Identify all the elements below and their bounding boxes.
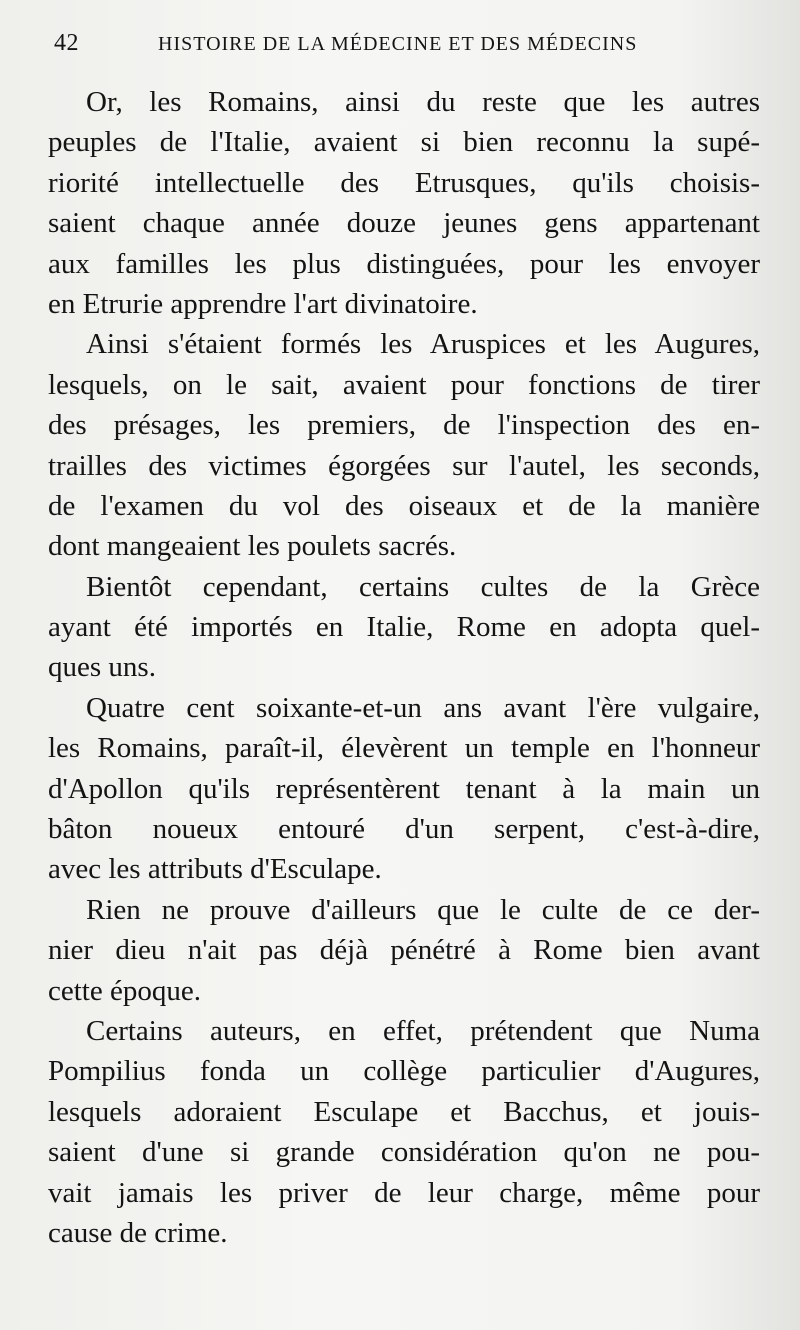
text-line: dont mangeaient les poulets sacrés. (48, 530, 457, 563)
text-line: saient chaque année douze jeunes gens appartenant (48, 207, 760, 240)
text-line: trailles des victimes égorgées sur l'autel, les seconds, (48, 449, 760, 482)
text-line: ques uns. (48, 651, 156, 684)
paragraph (48, 82, 760, 324)
body-text (48, 82, 760, 1253)
text-line: vait jamais les priver de leur charge, même pour (48, 1176, 760, 1209)
text-line: lesquels adoraient Esculape et Bacchus, et jouis- (48, 1095, 760, 1128)
page-header (54, 30, 770, 57)
text-line: bâton noueux entouré d'un serpent, c'est-à-dire, (48, 813, 760, 846)
text-line: d'Apollon qu'ils représentèrent tenant à la main un (48, 772, 760, 805)
text-line: Quatre cent soixante-et-un ans avant l'ère vulgaire, (86, 691, 760, 724)
paragraph (48, 324, 760, 566)
text-line: aux familles les plus distinguées, pour les envoyer (48, 247, 760, 280)
text-line: les Romains, paraît-il, élevèrent un temple en l'honneur (48, 732, 760, 765)
page-number: 42 (54, 30, 79, 56)
paragraph (48, 688, 760, 890)
text-line: en Etrurie apprendre l'art divinatoire. (48, 287, 478, 320)
text-line: avec les attributs d'Esculape. (48, 853, 382, 886)
text-line: Bientôt cependant, certains cultes de la Grèce (86, 570, 760, 603)
text-line: Rien ne prouve d'ailleurs que le culte de ce der- (86, 893, 760, 926)
text-line: cette époque. (48, 974, 201, 1007)
text-line: cause de crime. (48, 1216, 228, 1249)
paragraph (48, 890, 760, 1011)
text-line: Pompilius fonda un collège particulier d'Augures, (48, 1055, 760, 1088)
text-line: Certains auteurs, en effet, prétendent que Numa (86, 1014, 760, 1047)
text-line: lesquels, on le sait, avaient pour fonctions de tirer (48, 368, 760, 401)
text-line: peuples de l'Italie, avaient si bien reconnu la supé- (48, 126, 760, 159)
paragraph (48, 1011, 760, 1253)
text-line: riorité intellectuelle des Etrusques, qu'ils choisis- (48, 166, 760, 199)
text-line: de l'examen du vol des oiseaux et de la manière (48, 489, 760, 522)
running-title: HISTOIRE DE LA MÉDECINE ET DES MÉDECINS (158, 33, 638, 55)
paragraph (48, 567, 760, 688)
text-line: des présages, les premiers, de l'inspection des en- (48, 409, 760, 442)
text-line: saient d'une si grande considération qu'on ne pou- (48, 1136, 760, 1169)
text-line: nier dieu n'ait pas déjà pénétré à Rome bien avant (48, 934, 760, 967)
text-line: Or, les Romains, ainsi du reste que les autres (86, 86, 760, 118)
text-line: Ainsi s'étaient formés les Aruspices et les Augures, (86, 328, 760, 361)
text-line: ayant été importés en Italie, Rome en adopta quel- (48, 611, 760, 644)
